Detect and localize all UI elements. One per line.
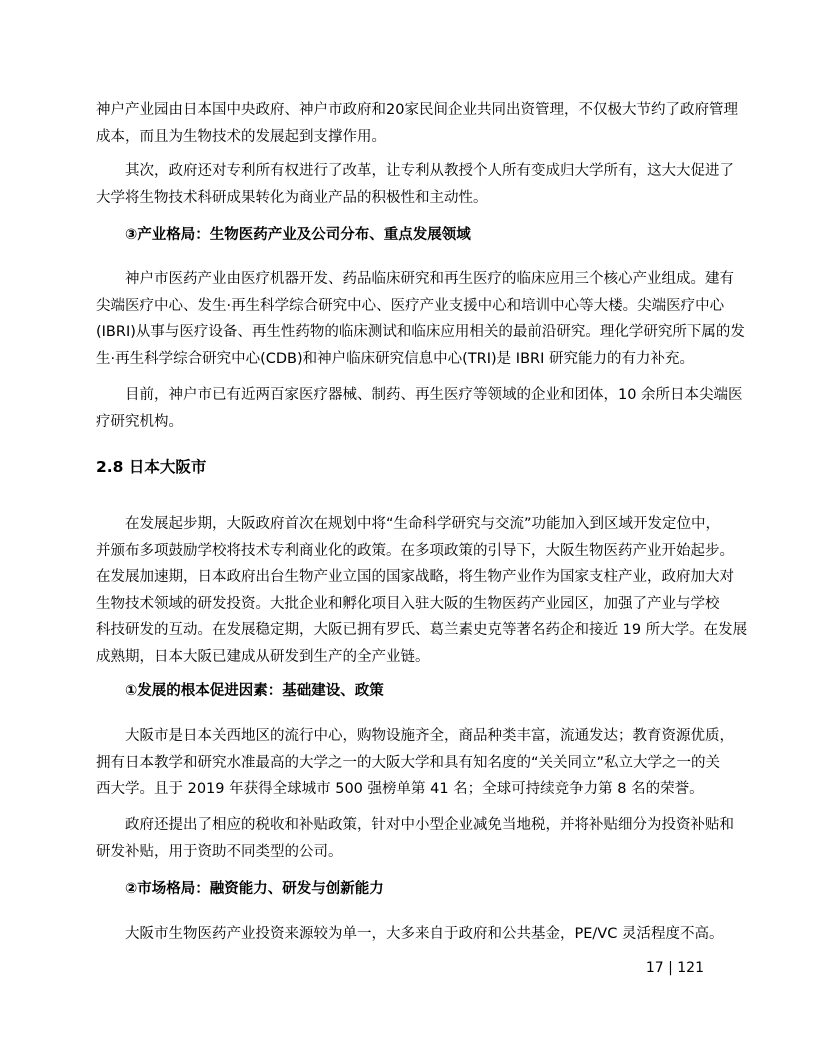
paragraph-line: 生·再生科学综合研究中心(CDB)和神户临床研究信息中心(TRI)是 IBRI 研究能力的有力补充。 bbox=[96, 350, 694, 367]
paragraph bbox=[96, 921, 722, 948]
paragraph bbox=[96, 266, 745, 372]
paragraph bbox=[96, 158, 734, 211]
page-number: 17 | 121 bbox=[645, 960, 704, 976]
paragraph-line: 科技研发的互动。在发展稳定期，大阪已拥有罗氏、葛兰素史克等著名药企和接近 19 所大学。在发展 bbox=[96, 622, 748, 638]
paragraph-line: 尖端医疗中心、发生·再生科学综合研究中心、医疗产业支援中心和培训中心等大楼。尖端医疗中心 bbox=[96, 297, 725, 314]
paragraph-line: 拥有日本教学和研究水准最高的大学之一的大阪大学和具有知名度的“关关同立”私立大学之一的关 bbox=[96, 754, 721, 771]
paragraph-line: 大阪市生物医药产业投资来源较为单一，大多来自于政府和公共基金，PE/VC 灵活程度不高。 bbox=[125, 926, 724, 942]
paragraph bbox=[96, 812, 734, 865]
paragraph-line: 政府还提出了相应的税收和补贴政策，针对中小型企业减免当地税，并将补贴细分为投资补贴和 bbox=[125, 817, 734, 833]
paragraph-line: 在发展加速期，日本政府出台生物产业立国的国家战略，将生物产业作为国家支柱产业，政府加大对 bbox=[96, 569, 734, 585]
paragraph-line: 神户产业园由日本国中央政府、神户市政府和20家民间企业共同出资管理，不仅极大节约了政府管理 bbox=[96, 102, 738, 118]
paragraph-line: 神户市医药产业由医疗机器开发、药品临床研究和再生医疗的临床应用三个核心产业组成。建有 bbox=[125, 271, 734, 287]
paragraph-line: 大阪市是日本关西地区的流行中心，购物设施齐全，商品种类丰富，流通发达；教育资源优质， bbox=[125, 728, 734, 744]
paragraph-line: (IBRI)从事与医疗设备、再生性药物的临床测试和临床应用相关的最前沿研究。理化学研究所下属的发 bbox=[96, 324, 745, 340]
paragraph-line: 成熟期，日本大阪已建成从研发到生产的全产业链。 bbox=[96, 648, 430, 665]
paragraph bbox=[96, 723, 734, 803]
paragraph bbox=[96, 382, 743, 435]
subheading: ③产业格局：生物医药产业及公司分布、重点发展领域 bbox=[125, 227, 471, 243]
paragraph bbox=[96, 97, 738, 150]
paragraph-line: 目前，神户市已有近两百家医疗器械、制药、再生医疗等领域的企业和团体，10 余所日本尖端医 bbox=[125, 387, 743, 403]
section-heading: 2.8 日本大阪市 bbox=[96, 458, 207, 476]
paragraph-line: 其次，政府还对专利所有权进行了改革，让专利从教授个人所有变成归大学所有，这大大促进了 bbox=[125, 163, 734, 179]
paragraph-line: 疗研究机构。 bbox=[96, 413, 183, 430]
paragraph-line: 生物技术领域的研发投资。大批企业和孵化项目入驻大阪的生物医药产业园区，加强了产业与学校 bbox=[96, 595, 720, 612]
subheading: ②市场格局：融资能力、研发与创新能力 bbox=[125, 881, 384, 897]
paragraph-line: 研发补贴，用于资助不同类型的公司。 bbox=[96, 843, 343, 860]
subheading: ①发展的根本促进因素：基础建设、政策 bbox=[125, 683, 384, 699]
paragraph-line: 大学将生物技术科研成果转化为商业产品的积极性和主动性。 bbox=[96, 189, 488, 206]
paragraph-line: 在发展起步期，大阪政府首次在规划中将“生命科学研究与交流”功能加入到区域开发定位中， bbox=[125, 516, 721, 532]
paragraph-line: 成本，而且为生物技术的发展起到支撑作用。 bbox=[96, 128, 386, 145]
paragraph-line: 西大学。且于 2019 年获得全球城市 500 强榜单第 41 名；全球可持续竞争力第 8 名的荣誉。 bbox=[96, 781, 704, 797]
paragraph bbox=[96, 511, 748, 670]
paragraph-line: 并颁布多项鼓励学校将技术专利商业化的政策。在多项政策的引导下，大阪生物医药产业开始起步。 bbox=[96, 542, 734, 559]
